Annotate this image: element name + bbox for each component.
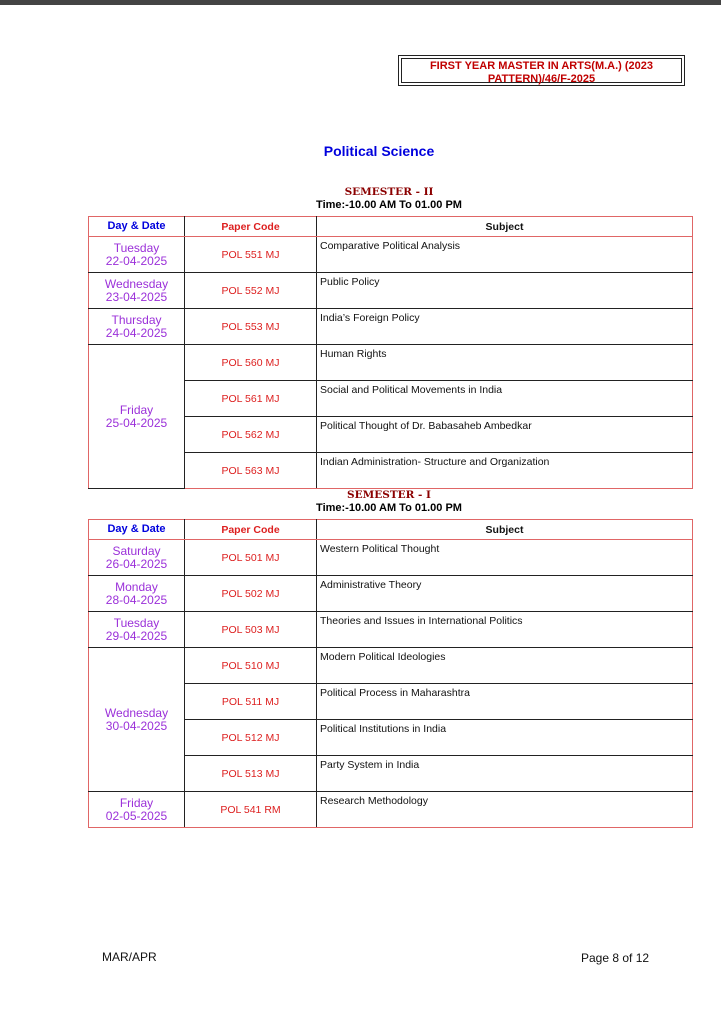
day-label: Saturday: [112, 543, 161, 558]
col-header-day-date: Day & Date: [89, 217, 185, 237]
subject-cell: Social and Political Movements in India: [317, 381, 693, 417]
date-label: 23-04-2025: [105, 289, 168, 304]
day-label: Wednesday: [104, 705, 169, 720]
paper-code-cell: POL 502 MJ: [185, 576, 317, 612]
subject-cell: Western Political Thought: [317, 540, 693, 576]
day-date-cell: [89, 540, 185, 576]
col-header-day-date: Day & Date: [89, 520, 185, 540]
day-label: Monday: [115, 579, 158, 594]
footer-session: MAR/APR: [102, 950, 157, 964]
paper-code-cell: POL 563 MJ: [185, 453, 317, 489]
subject-title: Political Science: [323, 143, 435, 159]
subject-cell: Public Policy: [317, 273, 693, 309]
day-label: Friday: [119, 402, 154, 417]
paper-code-cell: POL 560 MJ: [185, 345, 317, 381]
paper-code-cell: POL 510 MJ: [185, 648, 317, 684]
subject-cell: Comparative Political Analysis: [317, 237, 693, 273]
date-label: 26-04-2025: [105, 556, 168, 571]
table-row: [89, 309, 693, 345]
date-label: 30-04-2025: [105, 718, 168, 733]
col-header-subject: Subject: [317, 520, 693, 540]
paper-code-cell: POL 541 RM: [185, 792, 317, 828]
subject-cell: Political Process in Maharashtra: [317, 684, 693, 720]
semester-1-heading: [0, 489, 721, 515]
paper-code-cell: POL 503 MJ: [185, 612, 317, 648]
col-header-paper-code: Paper Code: [185, 520, 317, 540]
semester-2-time: Time:-10.00 AM To 01.00 PM: [316, 199, 462, 211]
col-header-subject: Subject: [317, 217, 693, 237]
paper-code-cell: POL 552 MJ: [185, 273, 317, 309]
table-row: [89, 540, 693, 576]
subject-cell: Political Institutions in India: [317, 720, 693, 756]
col-header-paper-code: Paper Code: [185, 217, 317, 237]
date-label: 22-04-2025: [105, 253, 168, 268]
paper-code-cell: POL 561 MJ: [185, 381, 317, 417]
day-label: Thursday: [111, 312, 162, 327]
date-label: 24-04-2025: [105, 325, 168, 340]
table-row: [89, 273, 693, 309]
date-label: 29-04-2025: [105, 628, 168, 643]
table-row: [89, 612, 693, 648]
subject-cell: Theories and Issues in International Politics: [317, 612, 693, 648]
semester-1-name: SEMESTER - I: [347, 489, 431, 501]
semester-1-time: Time:-10.00 AM To 01.00 PM: [316, 502, 462, 514]
day-label: Tuesday: [113, 615, 160, 630]
day-date-cell: [89, 792, 185, 828]
semester-2-table: [88, 216, 693, 489]
day-date-cell: [89, 576, 185, 612]
subject-cell: Modern Political Ideologies: [317, 648, 693, 684]
semester-1-table: [88, 519, 693, 828]
paper-code-cell: POL 511 MJ: [185, 684, 317, 720]
table-row: [89, 648, 693, 684]
date-label: 28-04-2025: [105, 592, 168, 607]
paper-code-cell: POL 553 MJ: [185, 309, 317, 345]
top-bar: [0, 0, 721, 5]
paper-code-cell: POL 551 MJ: [185, 237, 317, 273]
day-label: Friday: [119, 795, 154, 810]
subject-cell: India’s Foreign Policy: [317, 309, 693, 345]
day-date-cell: [89, 345, 185, 489]
date-label: 02-05-2025: [105, 808, 168, 823]
date-label: 25-04-2025: [105, 415, 168, 430]
day-date-cell: [89, 612, 185, 648]
subject-cell: Political Thought of Dr. Babasaheb Ambedkar: [317, 417, 693, 453]
paper-code-cell: POL 562 MJ: [185, 417, 317, 453]
footer-page-number: Page 8 of 12: [581, 951, 650, 965]
table-header-row: [89, 217, 693, 237]
subject-cell: Party System in India: [317, 756, 693, 792]
exam-header-box: [398, 55, 685, 86]
paper-code-cell: POL 501 MJ: [185, 540, 317, 576]
subject-cell: Indian Administration- Structure and Organization: [317, 453, 693, 489]
semester-2-name: SEMESTER - II: [344, 186, 434, 198]
table-row: [89, 237, 693, 273]
exam-header-text: FIRST YEAR MASTER IN ARTS(M.A.) (2023 PATTERN)/46/F-2025: [429, 60, 654, 85]
table-row: [89, 576, 693, 612]
semester-2-heading: [0, 186, 721, 212]
paper-code-cell: POL 512 MJ: [185, 720, 317, 756]
subject-cell: Research Methodology: [317, 792, 693, 828]
table-header-row: [89, 520, 693, 540]
day-date-cell: [89, 237, 185, 273]
subject-cell: Human Rights: [317, 345, 693, 381]
day-date-cell: [89, 309, 185, 345]
table-row: [89, 345, 693, 381]
subject-cell: Administrative Theory: [317, 576, 693, 612]
day-label: Tuesday: [113, 240, 160, 255]
table-row: [89, 792, 693, 828]
day-label: Wednesday: [104, 276, 169, 291]
day-date-cell: [89, 273, 185, 309]
day-date-cell: [89, 648, 185, 792]
paper-code-cell: POL 513 MJ: [185, 756, 317, 792]
